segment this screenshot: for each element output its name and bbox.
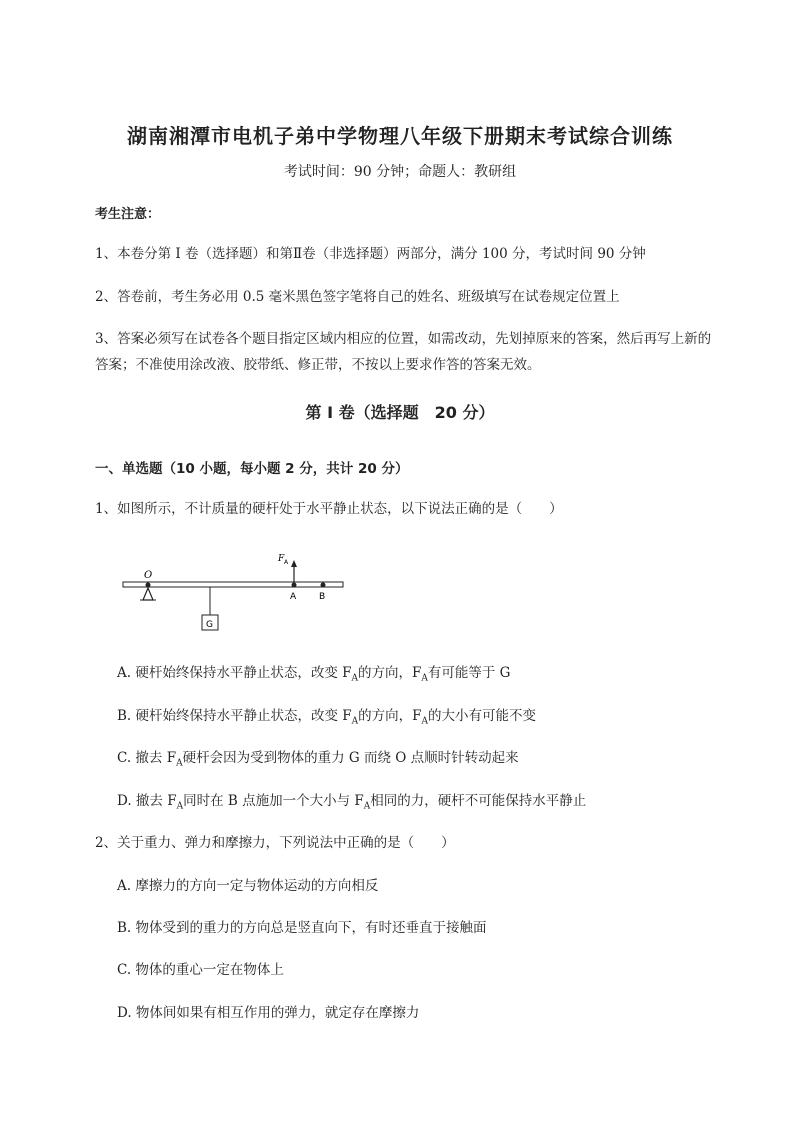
label-b: B xyxy=(319,592,326,602)
point-b xyxy=(321,583,326,588)
lever-bar xyxy=(123,582,343,587)
notice-item-1: 1、本卷分第 I 卷（选择题）和第Ⅱ卷（非选择题）两部分，满分 100 分，考试时间 90 分钟 xyxy=(95,246,646,262)
exam-info: 考试时间：90 分钟；命题人：教研组 xyxy=(283,164,517,180)
lever-figure xyxy=(118,545,348,635)
question-1-stem: 1、如图所示，不计质量的硬杆处于水平静止状态，以下说法正确的是（ ） xyxy=(95,501,563,517)
label-g: G xyxy=(206,620,213,630)
notice-heading: 考生注意： xyxy=(95,207,161,222)
label-f-sub: A xyxy=(284,559,289,566)
question-2-option-c: C. 物体的重心一定在物体上 xyxy=(117,962,284,978)
question-1-option-d: D. 撤去 $F_A$同时在 B 点施加一个大小与 $F_A$相同的力，硬杆不可能保持水平静止 xyxy=(117,793,587,812)
question-2-option-a: A. 摩擦力的方向一定与物体运动的方向相反 xyxy=(117,878,379,894)
point-a xyxy=(292,583,297,588)
document-title: 湖南湘潭市电机子弟中学物理八年级下册期末考试综合训练 xyxy=(127,124,673,148)
question-2-stem: 2、关于重力、弹力和摩擦力，下列说法中正确的是（ ） xyxy=(95,835,455,851)
question-2-option-d: D. 物体间如果有相互作用的弹力，就定存在摩擦力 xyxy=(117,1005,420,1021)
label-f: F xyxy=(278,554,285,564)
question-1-option-a: A. 硬杆始终保持水平静止状态，改变 $F_A$的方向，$F_A$有可能等于 G xyxy=(117,665,511,684)
question-1-option-c: C. 撤去 $F_A$硬杆会因为受到物体的重力 G 而绕 O 点顺时针转动起来 xyxy=(117,750,519,769)
label-o: O xyxy=(144,570,153,581)
fulcrum-triangle xyxy=(143,588,153,600)
force-arrowhead xyxy=(291,560,297,567)
label-a: A xyxy=(290,592,297,602)
question-1-option-b: B. 硬杆始终保持水平静止状态，改变 $F_A$的方向，$F_A$的大小有可能不变 xyxy=(117,708,537,727)
question-2-option-b: B. 物体受到的重力的方向总是竖直向下，有时还垂直于接触面 xyxy=(117,920,487,936)
notice-item-3: 3、答案必须写在试卷各个题目指定区域内相应的位置，如需改动，先划掉原来的答案，然后再写上新的答案；不准使用涂改液、胶带纸、修正带，不按以上要求作答的答案无效。 xyxy=(95,331,712,373)
notice-item-2: 2、答卷前，考生务必用 0.5 毫米黑色签字笔将自己的姓名、班级填写在试卷规定位置上 xyxy=(95,289,620,305)
section-title: 第 I 卷（选择题 20 分） xyxy=(305,403,495,422)
part-heading: 一、单选题（10 小题，每小题 2 分，共计 20 分） xyxy=(95,461,409,477)
